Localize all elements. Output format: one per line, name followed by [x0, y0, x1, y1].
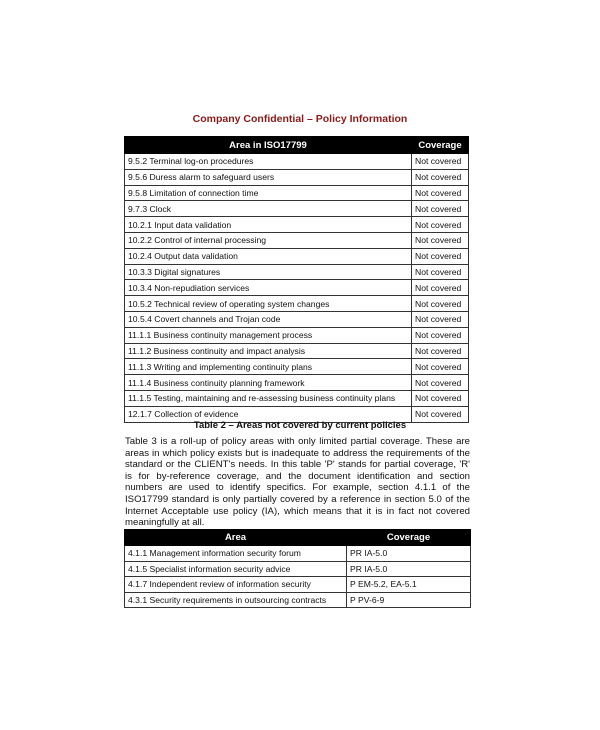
coverage-cell: Not covered — [412, 232, 469, 248]
paragraph-line: areas in which policy exists but is inadequate to address the requirements of the — [125, 447, 470, 459]
column-header-area: Area in ISO17799 — [125, 137, 412, 154]
area-cell: 10.2.1 Input data validation — [125, 217, 412, 233]
table-row — [125, 264, 469, 280]
coverage-cell: PR IA-5.0 — [347, 546, 471, 562]
table-row — [125, 232, 469, 248]
area-cell: 4.1.5 Specialist information security advice — [125, 561, 347, 577]
table-row — [125, 546, 471, 562]
area-cell: 9.5.6 Duress alarm to safeguard users — [125, 169, 412, 185]
area-cell: 11.1.5 Testing, maintaining and re-assessing business continuity plans — [125, 390, 412, 406]
area-cell: 10.2.4 Output data validation — [125, 248, 412, 264]
coverage-cell: Not covered — [412, 280, 469, 296]
coverage-cell: Not covered — [412, 201, 469, 217]
table-row — [125, 577, 471, 593]
area-cell: 10.3.3 Digital signatures — [125, 264, 412, 280]
area-cell: 4.1.7 Independent review of information security — [125, 577, 347, 593]
area-cell: 9.5.2 Terminal log-on procedures — [125, 154, 412, 170]
body-paragraph — [125, 436, 470, 529]
coverage-cell: Not covered — [412, 169, 469, 185]
table-row — [125, 561, 471, 577]
table-row — [125, 375, 469, 391]
table-row — [125, 390, 469, 406]
coverage-cell: Not covered — [412, 375, 469, 391]
coverage-cell: Not covered — [412, 217, 469, 233]
table-row — [125, 154, 469, 170]
column-header-coverage: Coverage — [412, 137, 469, 154]
area-cell: 9.7.3 Clock — [125, 201, 412, 217]
coverage-cell: P EM-5.2, EA-5.1 — [347, 577, 471, 593]
table-row — [125, 359, 469, 375]
area-cell: 11.1.2 Business continuity and impact analysis — [125, 343, 412, 359]
paragraph-line: numbers are used to identify specifics. For example, section 4.1.1 of the — [125, 482, 470, 494]
coverage-cell: Not covered — [412, 390, 469, 406]
paragraph-line: standard or the CLIENT's needs. In this table 'P' stands for partial coverage, 'R' — [125, 459, 470, 471]
paragraph-line: meaningfully at all. — [125, 517, 205, 529]
coverage-cell: Not covered — [412, 359, 469, 375]
table-row — [125, 327, 469, 343]
area-cell: 12.1.7 Collection of evidence — [125, 406, 412, 422]
area-cell: 10.5.4 Covert channels and Trojan code — [125, 311, 412, 327]
coverage-cell: Not covered — [412, 327, 469, 343]
coverage-cell: Not covered — [412, 296, 469, 312]
table-row — [125, 248, 469, 264]
paragraph-line: Internet Acceptable use policy (IA), which means that it is in fact not covered — [125, 505, 470, 517]
area-cell: 10.5.2 Technical review of operating system changes — [125, 296, 412, 312]
coverage-cell: Not covered — [412, 264, 469, 280]
area-cell: 10.2.2 Control of internal processing — [125, 232, 412, 248]
table-row — [125, 343, 469, 359]
table-row — [125, 169, 469, 185]
document-title: Company Confidential – Policy Information — [192, 113, 408, 125]
areas-not-covered-table — [124, 136, 469, 423]
coverage-cell: P PV-6-9 — [347, 592, 471, 608]
area-cell: 4.1.1 Management information security forum — [125, 546, 347, 562]
partial-coverage-table — [124, 529, 471, 608]
table-row — [125, 592, 471, 608]
coverage-cell: Not covered — [412, 406, 469, 422]
table-row — [125, 201, 469, 217]
column-header-area: Area — [125, 530, 347, 546]
column-header-coverage: Coverage — [347, 530, 471, 546]
area-cell: 11.1.3 Writing and implementing continuity plans — [125, 359, 412, 375]
table-row — [125, 280, 469, 296]
coverage-cell: Not covered — [412, 154, 469, 170]
area-cell: 11.1.4 Business continuity planning framework — [125, 375, 412, 391]
area-cell: 9.5.8 Limitation of connection time — [125, 185, 412, 201]
coverage-cell: Not covered — [412, 311, 469, 327]
coverage-cell: Not covered — [412, 248, 469, 264]
table-row — [125, 185, 469, 201]
table-row — [125, 296, 469, 312]
area-cell: 10.3.4 Non-repudiation services — [125, 280, 412, 296]
paragraph-line: Table 3 is a roll-up of policy areas with only limited partial coverage. These are — [125, 436, 470, 447]
paragraph-line: is for by-reference coverage, and the document identification and section — [125, 470, 470, 482]
table-caption: Table 2 – Areas not covered by current policies — [193, 420, 407, 431]
coverage-cell: PR IA-5.0 — [347, 561, 471, 577]
area-cell: 4.3.1 Security requirements in outsourcing contracts — [125, 592, 347, 608]
coverage-cell: Not covered — [412, 343, 469, 359]
table-row — [125, 311, 469, 327]
coverage-cell: Not covered — [412, 185, 469, 201]
paragraph-line: ISO17799 standard is only partially covered by a reference in section 5.0 of the — [125, 493, 470, 505]
table-row — [125, 217, 469, 233]
area-cell: 11.1.1 Business continuity management process — [125, 327, 412, 343]
